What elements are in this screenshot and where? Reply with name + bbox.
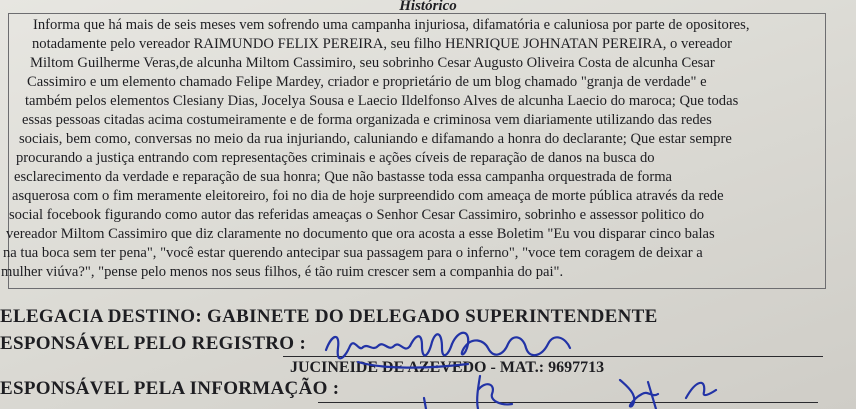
historico-line: Miltom Guilherme Veras,de alcunha Miltom Cassimiro, seu sobrinho Cesar Augusto Oliveira Costa de alcunha Cesar	[30, 55, 715, 71]
responsavel-registro-label: ESPONSÁVEL PELO REGISTRO :	[0, 333, 307, 354]
historico-line: social focebook figurando como autor das referidas ameaças o Senhor Cesar Cassimiro, sobrinho e assessor politico do	[9, 207, 705, 223]
historico-line: também pelos elementos Clesiany Dias, Jocelya Sousa e Laecio Ildelfonso Alves de alcunha Laecio do maroca; Que todas	[25, 93, 739, 109]
historico-line: Informa que há mais de seis meses vem sofrendo uma campanha injuriosa, difamatória e caluniosa por parte de opositores,	[33, 17, 750, 33]
historico-line: notadamente pelo vereador RAIMUNDO FELIX PEREIRA, seu filho HENRIQUE JOHNATAN PEREIRA, o vereador	[32, 36, 733, 52]
historico-line: procurando a justiça entrando com representações criminais e ações cíveis de reparação de danos na busca do	[16, 150, 655, 166]
historico-line: mulher viúva?", "pense pelo menos nos seus filhos, é tão ruim crescer sem a companhia do pai".	[1, 264, 564, 280]
historico-line: esclarecimento da verdade e reparação de sua honra; Que não bastasse toda essa campanha orquestrada de forma	[14, 169, 673, 185]
delegacia-destino-label: ELEGACIA DESTINO: GABINETE DO DELEGADO SUPERINTENDENTE	[0, 306, 658, 327]
historico-line: vereador Miltom Cassimiro que diz claramente no documento que ora acosta a esse Boletim "Eu vou disparar cinco balas	[6, 226, 715, 242]
historico-line: essas pessoas citadas acima costumeiramente e de forma organizada e criminosa vem diariamente utilizando das redes	[22, 112, 712, 128]
historico-line: sociais, bem como, conversas no meio da rua injuriando, caluniando e difamando a honra do declarante; Que estar sempre	[19, 131, 732, 147]
informacao-signature	[420, 368, 780, 409]
historico-line: Cassimiro e um elemento chamado Felipe Mardey, criador e proprietário de um blog chamado "granja de verdade" e	[27, 74, 707, 90]
historico-title: Histórico	[399, 0, 457, 14]
historico-line: na tua boca sem ter pena", "você estar querendo antecipar sua passagem para o inferno", "voce tem coragem de deixar a	[3, 245, 703, 261]
responsavel-informacao-label: ESPONSÁVEL PELA INFORMAÇÃO :	[0, 378, 340, 399]
registro-name: JUCINEIDE DE AZEVEDO - MAT.: 9697713	[290, 359, 605, 376]
historico-line: asquerosa com o fim meramente eleitoreiro, foi no dia de hoje surpreendido com ameaça de morte pública através da rede	[12, 188, 724, 204]
